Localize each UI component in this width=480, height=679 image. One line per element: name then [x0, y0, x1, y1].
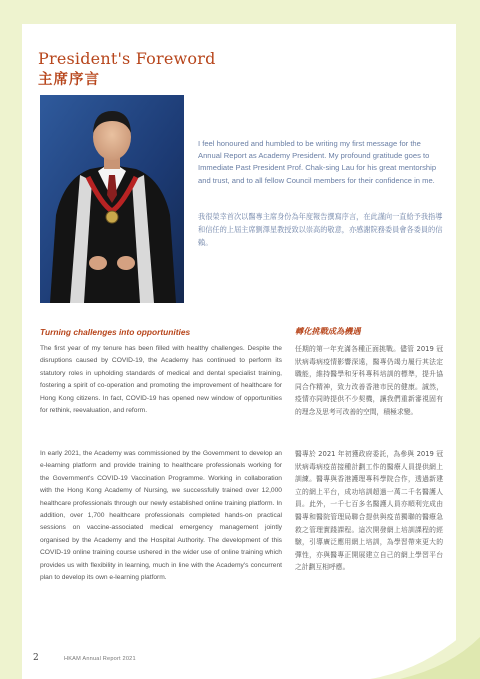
page-corner [396, 24, 456, 48]
paragraph-2-zh: 醫專於 2021 年初獲政府委託，為參與 2019 冠狀病毒病疫苗接種計劃工作的醫療人員提供網上訓練。醫專與香港護理專科學院合作，透過新建立的網上平台，成功培訓超過一萬二千名醫護人員。此外，一千七百多名醫護人員亦順利完成由醫專和醫院管理局聯合提供與疫苗獨聯的醫療急救之管理實踐課程。這次開發網上培訓課程的經驗，引導廣泛應用網上培訓，為學習帶來更大的彈性，亦與醫專正開展建立自己的網上學習平台之計劃互相呼應。 [295, 450, 443, 572]
page-title-zh: 主席序言 [38, 71, 100, 88]
page-title-en: President's Foreword [38, 49, 216, 68]
footer-report-title: HKAM Annual Report 2021 [64, 656, 136, 662]
intro-text-zh: 我很榮幸首次以醫專主席身份為年度報告撰寫序言，在此謹向一直給予我指導和信任的上屆主席劉澤星教授致以崇高的敬意，亦感謝院務委員會各委員的信賴。 [198, 212, 443, 248]
section-heading-en: Turning challenges into opportunities [40, 327, 191, 337]
paragraph-1-en: The first year of my tenure has been filled with healthy challenges. Despite the disruptions caused by COVID-19, the Academy has continued to perform its statutory roles in upholding standards of medical and dental specialist training, fostering a spirit of co-operation and promoting the improvement of healthcare for Hong Kong citizens. In fact, COVID-19 has opened new window of opportunities for rethink, reevaluation, and reform. [40, 345, 282, 415]
paragraph-1-zh: 任期的第一年充滿各種正面挑戰。儘管 2019 冠狀病毒病疫情影響深遠，醫專仍竭力履行其法定職能，維持醫學和牙科專科培訓的標準，提升協同合作精神，致力改善香港市民的健康。誠然，疫情亦同時提供不少契機，讓我們重新審視固有的理念及思考可改善的空間，積極求變。 [295, 345, 443, 416]
president-portrait [40, 95, 184, 303]
president-portrait-image [40, 95, 184, 303]
intro-text-en: I feel honoured and humbled to be writing my first message for the Annual Report as Academy President. My profound gratitude goes to Immediate Past President Prof. Chak-sing Lau for his great mentorship and trust, and to all fellow Council members for their confidence in me. [198, 139, 437, 185]
section-heading-zh: 轉化挑戰成為機遇 [295, 326, 361, 336]
paragraph-2-en: In early 2021, the Academy was commissioned by the Government to develop an e-learning platform and provide training to healthcare professionals working for the Government's COVID-19 Vaccination Programme. Working in collaboration with the Hong Kong Academy of Nursing, we successfully trained over 12,000 healthcare professionals through our newly established online training platform. In addition, over 1,700 healthcare professionals completed hands-on practical sessions on vaccine-associated medical emergency management jointly organised by the Academy and the Hospital Authority. The development of this COVID-19 online training course ushered in the wider use of online training which provides us with flexibility in learning, much in line with the Academy's concurrent plan to develop its own e-learning platform. [40, 450, 282, 582]
page-number: 2 [33, 653, 39, 663]
